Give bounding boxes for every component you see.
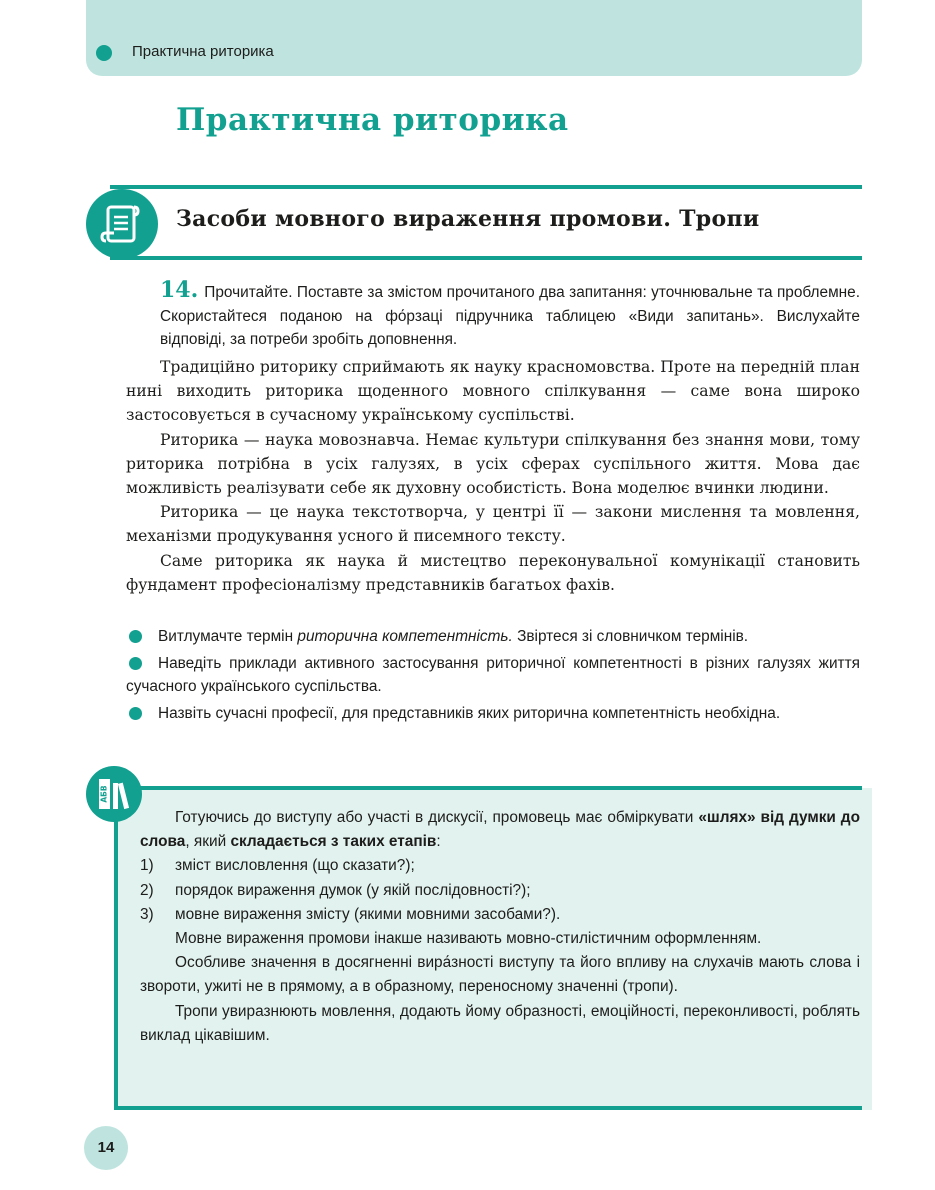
theory-paragraph: Особливе значення в досягненні вира́зності виступу та його впливу на слухачів мають слова і звороти, ужиті не в прямому, а в образному, переносному значенні (тропи). [140, 954, 860, 996]
task-14 [160, 279, 860, 352]
section-top-rule [110, 185, 862, 189]
bullet-icon [129, 657, 142, 670]
assignment-item: Витлумачте термін риторична компетентність. Звіртеся зі словничком термінів. [126, 625, 860, 648]
assignment-item: Назвіть сучасні професії, для представників яких риторична компетентність необхідна. [126, 702, 860, 725]
stage-item: 2) порядок вираження думок (у якій послідовності?); [140, 881, 531, 899]
bullet-icon [129, 630, 142, 643]
main-text [126, 355, 860, 597]
theory-box-top-border [122, 786, 862, 790]
running-header [86, 0, 862, 76]
task-text: Прочитайте. Поставте за змістом прочитаного два запитання: уточнювальне та проблемне. Скористайтеся поданою на фо́рзаці підручника таблицею «Види запитань». Вислухайте відповіді, за потреби зробіть доповнення. [160, 284, 860, 348]
theory-text [140, 806, 860, 1048]
books-icon [86, 766, 142, 822]
paragraph: Риторика — це наука текстотворча, у центрі її — закони мислення та мовлення, механізми продукування усного й писемного тексту. [126, 503, 860, 546]
task-number: 14. [160, 277, 199, 303]
theory-box-left-border [114, 818, 118, 1110]
paragraph: Традиційно риторику сприймають як науку красномовства. Проте на передній план нині виходить риторика щоденного мовного спілкування — саме вона широко застосовується в сучасному українському суспільстві. [126, 358, 860, 425]
theory-box-bottom-border [114, 1106, 862, 1110]
bullet-icon [129, 707, 142, 720]
section-title: Засоби мовного вираження промови. Тропи [176, 206, 760, 232]
stage-item: 3) мовне вираження змісту (якими мовними засобами?). [140, 905, 561, 923]
scroll-icon [86, 189, 158, 259]
page-title: Практична риторика [176, 102, 569, 138]
theory-paragraph: Тропи увиразнюють мовлення, додають йому образності, емоційності, переконливості, роблять виклад цікавішим. [140, 1002, 860, 1044]
assignment-list [126, 625, 860, 729]
section-bottom-rule [110, 256, 862, 260]
header-bullet-icon [96, 45, 112, 61]
page-number: 14 [84, 1126, 128, 1170]
paragraph: Риторика — наука мовознавча. Немає культури спілкування без знання мови, тому риторика потрібна в усіх галузях, в усіх сферах суспільного життя. Мова дає можливість реалізувати себе як духовну особистість. Вона моделює вчинки людини. [126, 430, 860, 498]
theory-paragraph: Готуючись до виступу або участі в дискусії, промовець має обміркувати «шлях» від думки до слова, який складається з таких етапів: [140, 809, 860, 851]
term: риторична компетентність. [297, 628, 513, 645]
assignment-item: Наведіть приклади активного застосування риторичної компетентності в різних галузях життя сучасного українського суспільства. [126, 655, 860, 695]
paragraph: Саме риторика як наука й мистецтво переконувальної комунікації становить фундамент професіоналізму представників багатьох фахів. [126, 551, 860, 594]
theory-paragraph: Мовне вираження промови інакше називають мовно-стилістичним оформленням. [175, 930, 762, 948]
stage-item: 1) зміст висловлення (що сказати?); [140, 857, 415, 875]
running-header-text: Практична риторика [132, 43, 274, 60]
books-icon-letters: АБВ [99, 785, 109, 803]
